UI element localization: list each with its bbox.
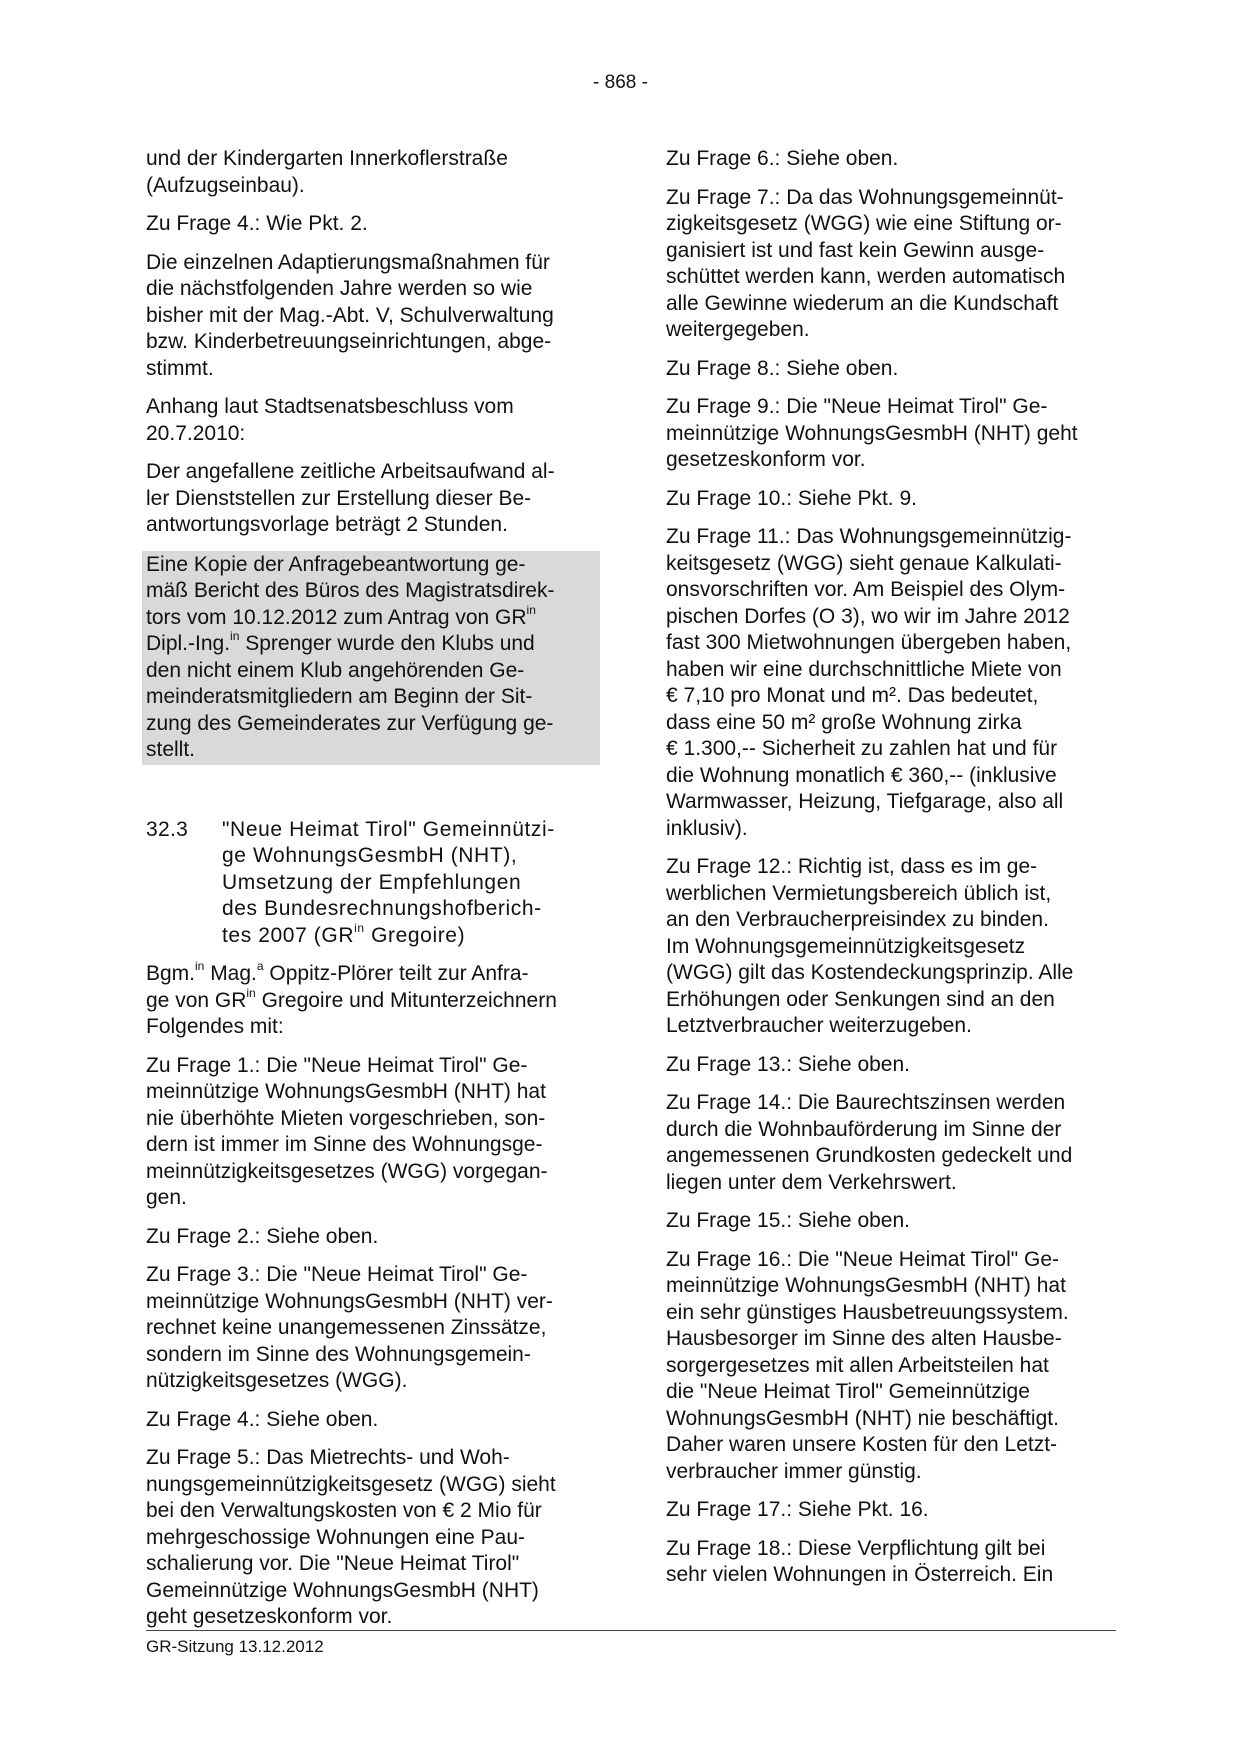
text-line: Die einzelnen Adaptierungsmaßnahmen für: [146, 250, 550, 274]
answer-2: [146, 1224, 596, 1251]
text-line: Zu Frage 14.: Die Baurechtszinsen werden: [666, 1091, 1066, 1114]
text-line: Zu Frage 3.: Die "Neue Heimat Tirol" Ge-: [146, 1263, 528, 1286]
text-line: gen.: [146, 1186, 187, 1209]
text-line: Im Wohnungsgemeinnützigkeitsgesetz: [666, 934, 1026, 958]
section-title: "Neue Heimat Tirol" Gemeinnützi- ge WohnungsGesmbH (NHT), Umsetzung der Empfehlungen des Bundesrechnungshofberich- tes 2007 ($GR^{in}$ Gregoire): [222, 817, 555, 947]
answer-5: [146, 1445, 596, 1631]
answer-16: [666, 1247, 1124, 1486]
right-column: [666, 146, 1124, 1601]
text-line: Erhöhungen oder Senkungen sind an den: [666, 987, 1055, 1011]
text-line: meinnützige WohnungsGesmbH (NHT) ver-: [146, 1289, 553, 1313]
answer-12: [666, 854, 1124, 1040]
text-line: Zu Frage 15.: Siehe oben.: [666, 1209, 910, 1232]
text-line: liegen unter dem Verkehrswert.: [666, 1170, 957, 1194]
text-line: meinnützigkeitsgesetzes (WGG) vorgegan-: [146, 1159, 548, 1183]
text-line: Letztverbraucher weiterzugeben.: [666, 1014, 972, 1037]
answer-7: [666, 185, 1124, 344]
text-line: € 1.300,-- Sicherheit zu zahlen hat und für: [666, 737, 1058, 760]
text-line: pischen Dorfes (O 3), wo wir im Jahre 2012: [666, 604, 1070, 628]
text-line: meinnützige WohnungsGesmbH (NHT) hat: [666, 1274, 1066, 1297]
text-line: werblichen Vermietungsbereich üblich ist,: [666, 881, 1052, 905]
answer-10: [666, 486, 1124, 513]
answer-8: [666, 356, 1124, 383]
answer-17: [666, 1497, 1124, 1524]
text-line: (Aufzugseinbau).: [146, 173, 305, 197]
text-line: Zu Frage 4.: Wie Pkt. 2.: [146, 212, 368, 235]
text-line: angemessenen Grundkosten gedeckelt und: [666, 1144, 1073, 1167]
text-line: Zu Frage 11.: Das Wohnungsgemeinnützig-: [666, 525, 1072, 548]
text-line: ein sehr günstiges Hausbetreuungssystem.: [666, 1300, 1069, 1324]
answer-14: [666, 1090, 1124, 1196]
text-line: Zu Frage 12.: Richtig ist, dass es im ge-: [666, 855, 1038, 878]
text-line: sorgergesetzes mit allen Arbeitsteilen hat: [666, 1353, 1049, 1377]
text-line: zigkeitsgesetz (WGG) wie eine Stiftung or-: [666, 212, 1062, 235]
paragraph: [146, 250, 596, 383]
footer-text: GR-Sitzung 13.12.2012: [146, 1637, 324, 1656]
text-line: fast 300 Mietwohnungen übergeben haben,: [666, 631, 1072, 654]
text-line: Zu Frage 1.: Die "Neue Heimat Tirol" Ge-: [146, 1053, 528, 1077]
text-line: inklusiv).: [666, 816, 748, 840]
text-line: bzw. Kinderbetreuungseinrichtungen, abge-: [146, 330, 552, 353]
text-line: Der angefallene zeitliche Arbeitsaufwand al-: [146, 460, 555, 483]
text-line: weitergegeben.: [666, 318, 810, 341]
intro-paragraph: Bgm.$^{in}$ Mag.$^a$ Oppitz-Plörer teilt zur Anfra- ge von $GR^{in}$ Gregoire und Mitunterzeichnern Folgendes mit:: [146, 959, 557, 1038]
text-line: onsvorschriften vor. Am Beispiel des Olym-: [666, 578, 1066, 601]
text-line: 20.7.2010:: [146, 421, 246, 445]
section-heading: [146, 817, 596, 950]
answer-6: [666, 146, 1124, 173]
text-line: haben wir eine durchschnittliche Miete von: [666, 657, 1062, 681]
text-line: Zu Frage 10.: Siehe Pkt. 9.: [666, 486, 917, 510]
text-line: nie überhöhte Mieten vorgeschrieben, son-: [146, 1106, 546, 1130]
text-line: Zu Frage 18.: Diese Verpflichtung gilt bei: [666, 1536, 1046, 1560]
text-line: sondern im Sinne des Wohnungsgemein-: [146, 1342, 531, 1366]
text-line: Zu Frage 16.: Die "Neue Heimat Tirol" Ge-: [666, 1247, 1060, 1271]
text-line: nungsgemeinnützigkeitsgesetz (WGG) sieht: [146, 1472, 556, 1496]
text-line: keitsgesetz (WGG) sieht genaue Kalkulati-: [666, 551, 1062, 575]
text-line: € 7,10 pro Monat und m². Das bedeutet,: [666, 684, 1039, 707]
section-number: 32.3: [146, 817, 189, 841]
text-line: schalierung vor. Die "Neue Heimat Tirol": [146, 1552, 520, 1575]
text-line: Zu Frage 7.: Da das Wohnungsgemeinnüt-: [666, 185, 1064, 209]
text-line: dass eine 50 m² große Wohnung zirka: [666, 710, 1022, 734]
text-line: Warmwasser, Heizung, Tiefgarage, also all: [666, 790, 1064, 813]
text-line: die "Neue Heimat Tirol" Gemeinnützige: [666, 1380, 1030, 1403]
text-line: meinnützige WohnungsGesmbH (NHT) geht: [666, 421, 1078, 445]
text-line: bei den Verwaltungskosten von € 2 Mio für: [146, 1499, 542, 1522]
answer-11: [666, 524, 1124, 842]
page-number: - 868 -: [593, 72, 648, 93]
text-line: meinnützige WohnungsGesmbH (NHT) hat: [146, 1080, 546, 1103]
answer-1: [146, 1053, 596, 1212]
text-line: an den Verbraucherpreisindex zu binden.: [666, 908, 1049, 931]
paragraph: [146, 146, 596, 199]
shaded-notice: Eine Kopie der Anfragebeantwortung ge- mäß Bericht des Büros des Magistratsdirek- tors vom 10.12.2012 zum Antrag von $GR^{in}$ Dipl.-Ing.$^{in}$ Sprenger wurde den Klubs und den nicht einem Klub angehörenden Ge- meinderatsmitgliedern am Beginn der Sit- zung des Gemeinderates zur Verfügung ge- stellt.: [142, 551, 600, 765]
text-line: ler Dienststellen zur Erstellung dieser Be-: [146, 486, 532, 510]
text-line: verbraucher immer günstig.: [666, 1459, 922, 1483]
text-line: geht gesetzeskonform vor.: [146, 1605, 393, 1628]
text-line: bisher mit der Mag.-Abt. V, Schulverwaltung: [146, 303, 554, 327]
text-line: antwortungsvorlage beträgt 2 Stunden.: [146, 513, 508, 536]
text-line: stimmt.: [146, 356, 214, 380]
text-line: (WGG) gilt das Kostendeckungsprinzip. Alle: [666, 961, 1074, 984]
paragraph: [146, 459, 596, 539]
text-line: die Wohnung monatlich € 360,-- (inklusive: [666, 763, 1057, 787]
text-line: gesetzeskonform vor.: [666, 448, 866, 471]
answer-9: [666, 394, 1124, 474]
text-line: Zu Frage 8.: Siehe oben.: [666, 356, 899, 380]
text-line: sehr vielen Wohnungen in Österreich. Ein: [666, 1563, 1054, 1586]
text-line: Hausbesorger im Sinne des alten Hausbe-: [666, 1327, 1062, 1350]
left-column: [146, 146, 596, 1643]
text-line: Zu Frage 13.: Siehe oben.: [666, 1052, 910, 1076]
answer-13: [666, 1052, 1124, 1079]
text-line: die nächstfolgenden Jahre werden so wie: [146, 277, 533, 300]
text-line: Zu Frage 2.: Siehe oben.: [146, 1224, 379, 1248]
text-line: Zu Frage 4.: Siehe oben.: [146, 1407, 379, 1431]
answer-3: [146, 1262, 596, 1395]
paragraph: [146, 394, 596, 447]
answer-4: [146, 1407, 596, 1434]
text-line: rechnet keine unangemessenen Zinssätze,: [146, 1316, 547, 1339]
text-line: mehrgeschossige Wohnungen eine Pau-: [146, 1525, 526, 1549]
text-line: Zu Frage 6.: Siehe oben.: [666, 147, 899, 170]
text-line: Daher waren unsere Kosten für den Letzt-: [666, 1433, 1058, 1456]
footer-divider: [146, 1630, 1116, 1631]
paragraph: [146, 211, 596, 238]
text-line: und der Kindergarten Innerkoflerstraße: [146, 147, 508, 170]
text-line: durch die Wohnbauförderung im Sinne der: [666, 1117, 1062, 1141]
text-line: dern ist immer im Sinne des Wohnungsge-: [146, 1133, 543, 1156]
text-line: alle Gewinne wiederum an die Kundschaft: [666, 291, 1059, 315]
text-line: schüttet werden kann, werden automatisch: [666, 265, 1066, 288]
text-line: Gemeinnützige WohnungsGesmbH (NHT): [146, 1578, 539, 1602]
answer-15: [666, 1208, 1124, 1235]
text-line: Zu Frage 17.: Siehe Pkt. 16.: [666, 1498, 929, 1521]
text-line: Zu Frage 9.: Die "Neue Heimat Tirol" Ge-: [666, 395, 1048, 418]
answer-18: [666, 1536, 1124, 1589]
text-line: ganisiert ist und fast kein Gewinn ausge-: [666, 238, 1045, 262]
text-line: Anhang laut Stadtsenatsbeschluss vom: [146, 395, 514, 418]
text-line: Zu Frage 5.: Das Mietrechts- und Woh-: [146, 1446, 510, 1469]
text-line: WohnungsGesmbH (NHT) nie beschäftigt.: [666, 1406, 1059, 1430]
text-line: nützigkeitsgesetzes (WGG).: [146, 1369, 408, 1392]
